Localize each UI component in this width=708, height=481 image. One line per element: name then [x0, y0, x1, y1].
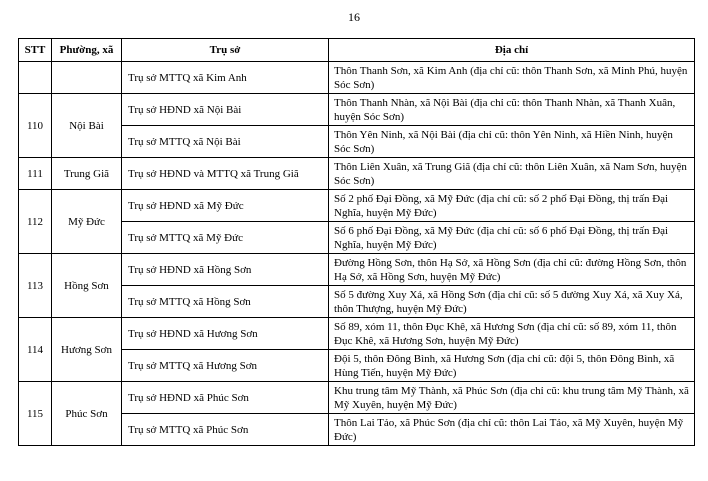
address-cell: Số 89, xóm 11, thôn Đục Khê, xã Hương Sơn (địa chỉ cũ: số 89, xóm 11, thôn Đục Khê, xã Hương Sơn, huyện Mỹ Đức) [329, 318, 695, 350]
stt-cell: 111 [19, 158, 52, 190]
stt-cell: 113 [19, 254, 52, 318]
office-cell: Trụ sở MTTQ xã Phúc Sơn [122, 414, 329, 446]
address-cell: Đường Hồng Sơn, thôn Hạ Sở, xã Hồng Sơn (địa chỉ cũ: đường Hồng Sơn, thôn Hạ Sở, xã Hồng Sơn, huyện Mỹ Đức) [329, 254, 695, 286]
stt-cell: 115 [19, 382, 52, 446]
address-cell: Đội 5, thôn Đông Bình, xã Hương Sơn (địa chỉ cũ: đội 5, thôn Đông Bình, xã Hùng Tiến, huyện Mỹ Đức) [329, 350, 695, 382]
ward-cell: Hương Sơn [52, 318, 122, 382]
office-cell: Trụ sở HĐND xã Nội Bài [122, 94, 329, 126]
address-cell: Thôn Thanh Sơn, xã Kim Anh (địa chỉ cũ: thôn Thanh Sơn, xã Minh Phú, huyện Sóc Sơn) [329, 62, 695, 94]
ward-cell: Nội Bài [52, 94, 122, 158]
table-row [19, 94, 695, 126]
table-row [19, 318, 695, 350]
office-cell: Trụ sở HĐND xã Phúc Sơn [122, 382, 329, 414]
table-header-row [19, 39, 695, 62]
stt-cell: 112 [19, 190, 52, 254]
address-cell: Thôn Lai Tảo, xã Phúc Sơn (địa chỉ cũ: thôn Lai Tảo, xã Mỹ Xuyên, huyện Mỹ Đức) [329, 414, 695, 446]
office-cell: Trụ sở HĐND và MTTQ xã Trung Giã [122, 158, 329, 190]
address-cell: Thôn Yên Ninh, xã Nội Bài (địa chỉ cũ: thôn Yên Ninh, xã Hiền Ninh, huyện Sóc Sơn) [329, 126, 695, 158]
office-cell: Trụ sở MTTQ xã Kim Anh [122, 62, 329, 94]
header-address: Địa chỉ [329, 39, 695, 62]
stt-cell [19, 62, 52, 94]
stt-cell: 110 [19, 94, 52, 158]
office-cell: Trụ sở MTTQ xã Mỹ Đức [122, 222, 329, 254]
table-row [19, 382, 695, 414]
table-row [19, 254, 695, 286]
table-row [19, 190, 695, 222]
ward-cell: Phúc Sơn [52, 382, 122, 446]
address-cell: Thôn Liên Xuân, xã Trung Giã (địa chỉ cũ: thôn Liên Xuân, xã Nam Sơn, huyện Sóc Sơn) [329, 158, 695, 190]
address-cell: Số 6 phố Đại Đồng, xã Mỹ Đức (địa chỉ cũ: số 6 phố Đại Đồng, thị trấn Đại Nghĩa, huyện Mỹ Đức) [329, 222, 695, 254]
header-ward: Phường, xã [52, 39, 122, 62]
table-row [19, 62, 695, 94]
address-cell: Số 2 phố Đại Đồng, xã Mỹ Đức (địa chỉ cũ: số 2 phố Đại Đồng, thị trấn Đại Nghĩa, huyện Mỹ Đức) [329, 190, 695, 222]
header-office: Trụ sở [122, 39, 329, 62]
address-cell: Số 5 đường Xuy Xá, xã Hồng Sơn (địa chỉ cũ: số 5 đường Xuy Xá, xã Xuy Xá, thôn Thượng, huyện Mỹ Đức) [329, 286, 695, 318]
ward-cell: Mỹ Đức [52, 190, 122, 254]
office-cell: Trụ sở MTTQ xã Hương Sơn [122, 350, 329, 382]
office-cell: Trụ sở MTTQ xã Nội Bài [122, 126, 329, 158]
table-row [19, 158, 695, 190]
page-number: 16 [348, 10, 360, 24]
header-stt: STT [19, 39, 52, 62]
office-address-table [18, 38, 695, 446]
office-cell: Trụ sở HĐND xã Hương Sơn [122, 318, 329, 350]
address-cell: Thôn Thanh Nhàn, xã Nội Bài (địa chỉ cũ: thôn Thanh Nhàn, xã Thanh Xuân, huyện Sóc Sơn) [329, 94, 695, 126]
address-cell: Khu trung tâm Mỹ Thành, xã Phúc Sơn (địa chỉ cũ: khu trung tâm Mỹ Thành, xã Mỹ Xuyên, huyện Mỹ Đức) [329, 382, 695, 414]
ward-cell: Hồng Sơn [52, 254, 122, 318]
office-cell: Trụ sở HĐND xã Mỹ Đức [122, 190, 329, 222]
table-body [19, 62, 695, 446]
ward-cell: Trung Giã [52, 158, 122, 190]
stt-cell: 114 [19, 318, 52, 382]
office-cell: Trụ sở MTTQ xã Hồng Sơn [122, 286, 329, 318]
ward-cell [52, 62, 122, 94]
office-cell: Trụ sở HĐND xã Hồng Sơn [122, 254, 329, 286]
